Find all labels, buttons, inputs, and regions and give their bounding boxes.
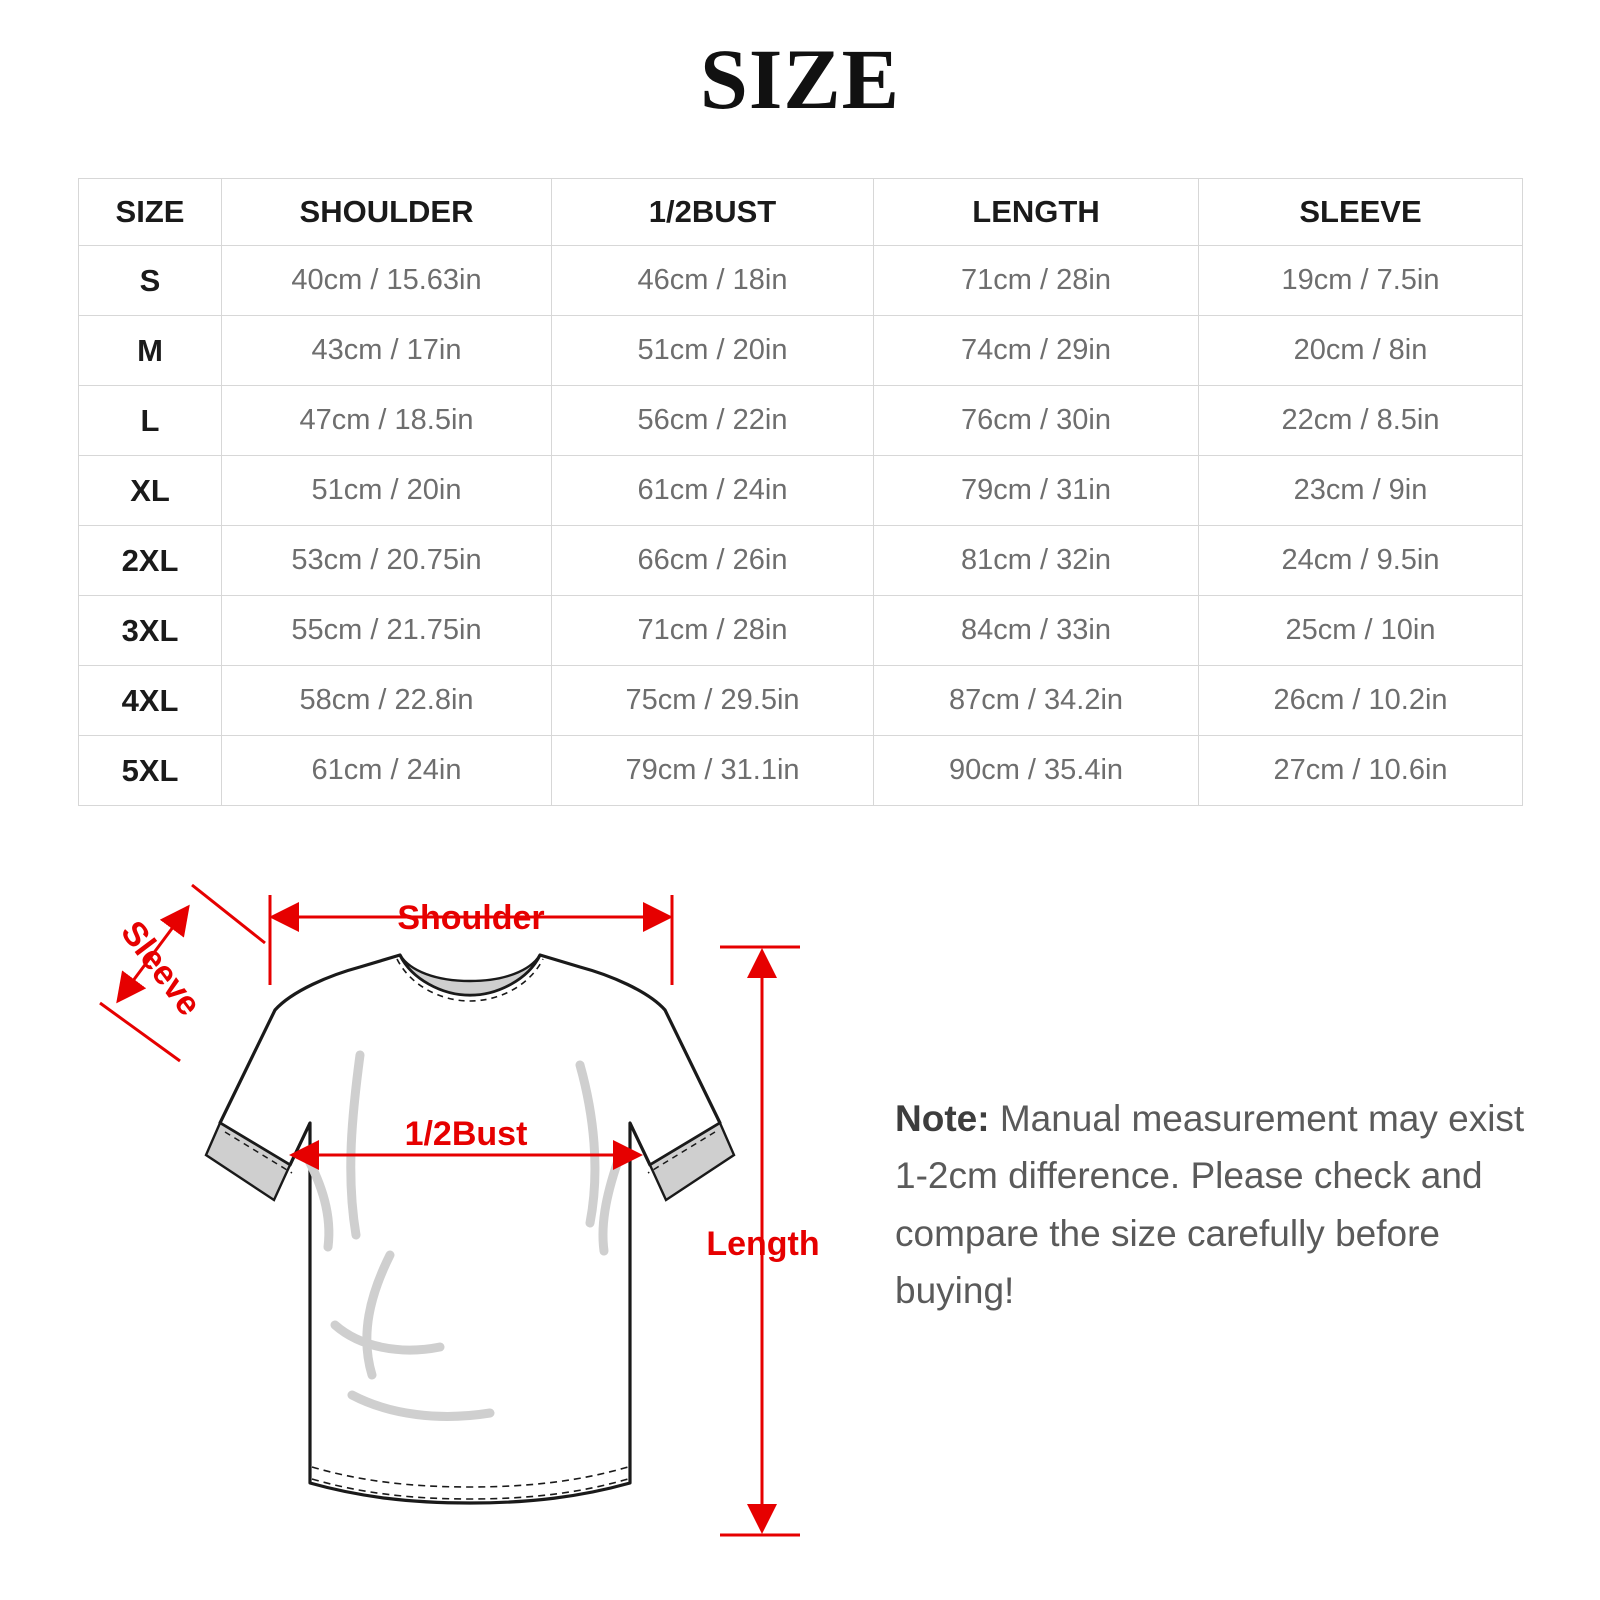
cell-size: XL <box>79 456 222 526</box>
cell-length: 79cm / 31in <box>874 456 1199 526</box>
tshirt-illustration <box>220 955 720 1503</box>
cell-sleeve: 24cm / 9.5in <box>1199 526 1523 596</box>
cell-shoulder: 61cm / 24in <box>222 736 552 806</box>
cell-shoulder: 53cm / 20.75in <box>222 526 552 596</box>
table-header-row <box>79 179 1523 246</box>
cell-length: 71cm / 28in <box>874 246 1199 316</box>
column-header-size: SIZE <box>79 179 222 246</box>
cell-length: 90cm / 35.4in <box>874 736 1199 806</box>
cell-shoulder: 40cm / 15.63in <box>222 246 552 316</box>
cell-sleeve: 27cm / 10.6in <box>1199 736 1523 806</box>
column-header-length: LENGTH <box>874 179 1199 246</box>
column-header-sleeve: SLEEVE <box>1199 179 1523 246</box>
cell-bust: 79cm / 31.1in <box>552 736 874 806</box>
cell-bust: 61cm / 24in <box>552 456 874 526</box>
cell-size: S <box>79 246 222 316</box>
cell-bust: 51cm / 20in <box>552 316 874 386</box>
cell-size: 3XL <box>79 596 222 666</box>
cell-size: L <box>79 386 222 456</box>
cell-sleeve: 25cm / 10in <box>1199 596 1523 666</box>
cell-shoulder: 55cm / 21.75in <box>222 596 552 666</box>
length-label: Length <box>706 1225 820 1263</box>
table-row <box>79 596 1523 666</box>
cell-bust: 66cm / 26in <box>552 526 874 596</box>
table-row <box>79 386 1523 456</box>
table-row <box>79 666 1523 736</box>
cell-size: 4XL <box>79 666 222 736</box>
cell-bust: 71cm / 28in <box>552 596 874 666</box>
size-chart-table <box>78 178 1523 806</box>
table-row <box>79 316 1523 386</box>
table-row <box>79 526 1523 596</box>
cell-length: 84cm / 33in <box>874 596 1199 666</box>
cell-sleeve: 20cm / 8in <box>1199 316 1523 386</box>
note-text: Manual measurement may exist 1-2cm difference. Please check and compare the size carefully before buying! <box>895 1098 1525 1312</box>
cell-size: 5XL <box>79 736 222 806</box>
cell-length: 87cm / 34.2in <box>874 666 1199 736</box>
note-block <box>895 1090 1555 1319</box>
cell-sleeve: 26cm / 10.2in <box>1199 666 1523 736</box>
note-label: Note: <box>895 1098 990 1139</box>
tshirt-measurement-diagram <box>60 855 860 1575</box>
table-row <box>79 736 1523 806</box>
cell-shoulder: 58cm / 22.8in <box>222 666 552 736</box>
page-title: SIZE <box>699 31 901 127</box>
table-row <box>79 456 1523 526</box>
cell-bust: 46cm / 18in <box>552 246 874 316</box>
cell-sleeve: 22cm / 8.5in <box>1199 386 1523 456</box>
table-row <box>79 246 1523 316</box>
column-header-shoulder: SHOULDER <box>222 179 552 246</box>
shoulder-label: Shoulder <box>397 899 545 937</box>
cell-length: 74cm / 29in <box>874 316 1199 386</box>
cell-size: M <box>79 316 222 386</box>
cell-bust: 56cm / 22in <box>552 386 874 456</box>
cell-length: 76cm / 30in <box>874 386 1199 456</box>
sleeve-label: Sleeve <box>113 913 209 1023</box>
cell-shoulder: 47cm / 18.5in <box>222 386 552 456</box>
cell-shoulder: 51cm / 20in <box>222 456 552 526</box>
cell-sleeve: 19cm / 7.5in <box>1199 246 1523 316</box>
column-header-bust: 1/2BUST <box>552 179 874 246</box>
bust-label: 1/2Bust <box>404 1115 528 1153</box>
cell-shoulder: 43cm / 17in <box>222 316 552 386</box>
cell-length: 81cm / 32in <box>874 526 1199 596</box>
cell-bust: 75cm / 29.5in <box>552 666 874 736</box>
cell-size: 2XL <box>79 526 222 596</box>
cell-sleeve: 23cm / 9in <box>1199 456 1523 526</box>
